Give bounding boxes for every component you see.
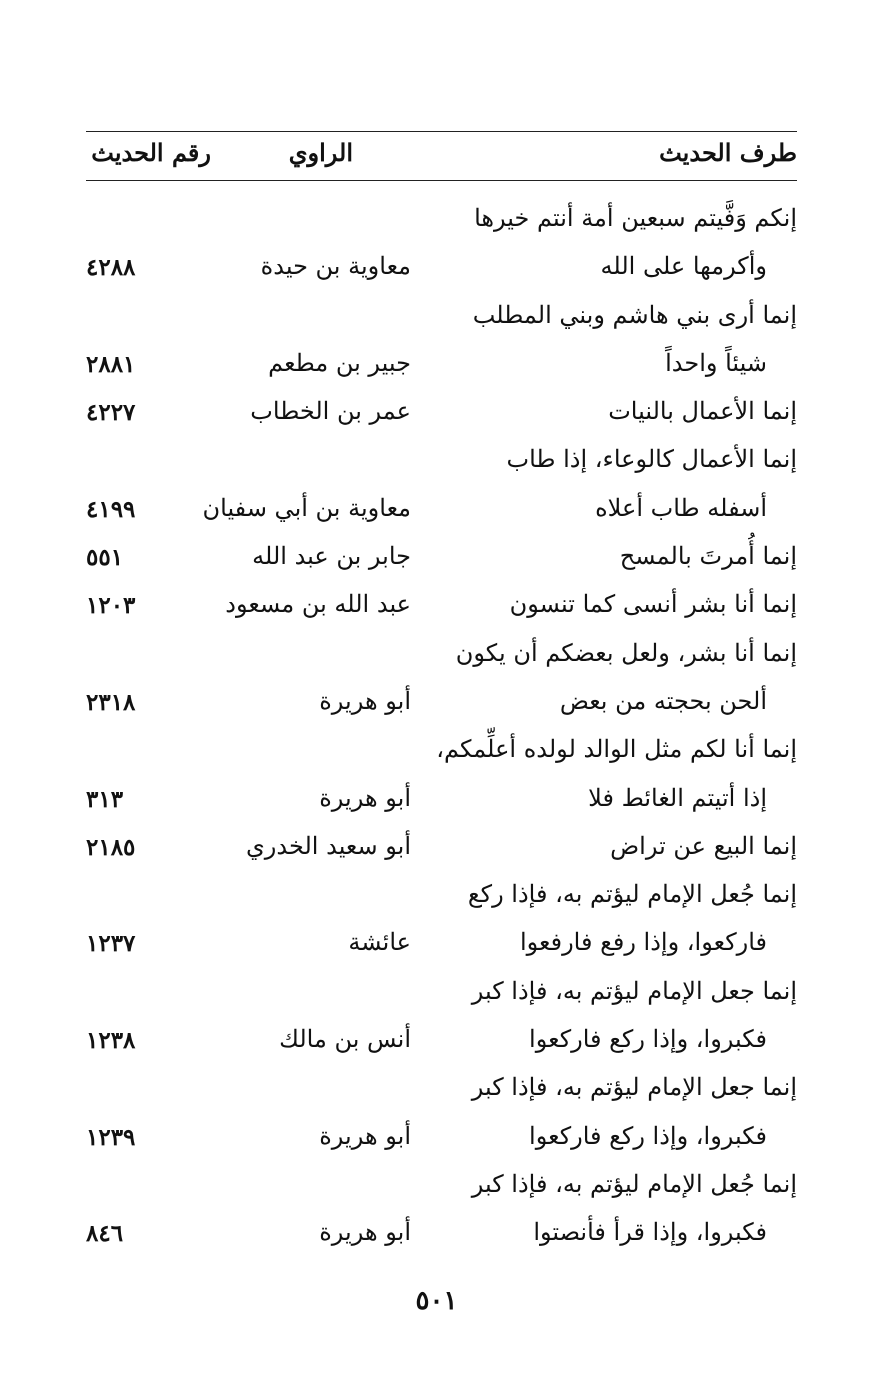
page-number: ٥٠١: [415, 1286, 458, 1316]
table-row: [0, 439, 873, 487]
table-row: [0, 681, 873, 729]
top-rule: [86, 131, 797, 132]
hadith-number: ٣١٣: [86, 785, 124, 813]
hadith-text: شيئاً واحداً: [665, 348, 767, 377]
table-row: [0, 246, 873, 294]
hadith-text: فكبروا، وإذا ركع فاركعوا: [529, 1121, 767, 1150]
hadith-text: إنما جعل الإمام ليؤتم به، فإذا كبر: [471, 1073, 797, 1102]
hadith-text: إنما أنا بشر أنسى كما تنسون: [509, 590, 797, 619]
hadith-text: إنما الأعمال كالوعاء، إذا طاب: [506, 445, 797, 474]
hadith-number: ٢٨٨١: [86, 350, 136, 378]
hadith-number: ١٢٠٣: [86, 592, 136, 620]
hadith-number: ١٢٣٩: [86, 1123, 136, 1151]
narrator: جبير بن مطعم: [268, 348, 411, 377]
table-row: [0, 1067, 873, 1115]
hadith-text: إذا أتيتم الغائط فلا: [588, 783, 767, 812]
table-row: [0, 488, 873, 536]
narrator: عبد الله بن مسعود: [225, 590, 411, 619]
hadith-text: فاركعوا، وإذا رفع فارفعوا: [519, 928, 767, 957]
narrator: أبو سعيد الخدري: [246, 831, 411, 860]
hadith-number: ٤١٩٩: [86, 495, 136, 523]
hadith-number: ١٢٣٨: [86, 1027, 136, 1055]
hadith-index-table: [0, 198, 873, 1261]
hadith-number: ٨٤٦: [86, 1220, 124, 1248]
header-narrator-column: الراوي: [288, 138, 353, 167]
hadith-text: إنما أرى بني هاشم وبني المطلب: [472, 300, 797, 329]
narrator: جابر بن عبد الله: [252, 542, 411, 571]
table-row: [0, 536, 873, 584]
narrator: أبو هريرة: [319, 783, 411, 812]
hadith-text: أسفله طاب أعلاه: [595, 493, 767, 522]
hadith-text: وأكرمها على الله: [600, 252, 767, 281]
hadith-text: إنكم وَفَّيتم سبعين أمة أنتم خيرها: [474, 204, 797, 232]
table-row: [0, 1019, 873, 1067]
hadith-number: ٥٥١: [86, 544, 124, 572]
narrator: أنس بن مالك: [279, 1025, 411, 1054]
table-row: [0, 633, 873, 681]
narrator: أبو هريرة: [319, 686, 411, 715]
hadith-text: ألحن بحجته من بعض: [559, 686, 767, 715]
hadith-number: ٢٣١٨: [86, 688, 136, 716]
hadith-number: ٢١٨٥: [86, 833, 136, 861]
table-row: [0, 584, 873, 632]
narrator: معاوية بن حيدة: [260, 252, 411, 281]
hadith-text: إنما جُعل الإمام ليؤتم به، فإذا ركع: [467, 880, 797, 909]
hadith-text: إنما جعل الإمام ليؤتم به، فإذا كبر: [471, 976, 797, 1005]
table-row: [0, 874, 873, 922]
table-row: [0, 391, 873, 439]
table-row: [0, 343, 873, 391]
hadith-text: إنما أُمرتَ بالمسح: [619, 542, 797, 571]
hadith-text: فكبروا، وإذا ركع فاركعوا: [529, 1025, 767, 1054]
hadith-text: إنما جُعل الإمام ليؤتم به، فإذا كبر: [471, 1169, 797, 1198]
header-hadith-column: طرف الحديث: [659, 138, 797, 167]
narrator: عمر بن الخطاب: [250, 397, 411, 426]
narrator: معاوية بن أبي سفيان: [202, 493, 411, 522]
header-rule: [86, 180, 797, 181]
hadith-text: إنما أنا لكم مثل الوالد لولده أعلِّمكم،: [436, 735, 797, 764]
table-row: [0, 198, 873, 246]
table-row: [0, 922, 873, 970]
hadith-number: ٤٢٢٧: [86, 399, 136, 427]
table-row: [0, 1116, 873, 1164]
hadith-text: إنما أنا بشر، ولعل بعضكم أن يكون: [455, 638, 797, 667]
table-row: [0, 826, 873, 874]
table-row: [0, 971, 873, 1019]
table-row: [0, 778, 873, 826]
narrator: أبو هريرة: [319, 1121, 411, 1150]
narrator: عائشة: [348, 928, 411, 957]
hadith-text: إنما البيع عن تراض: [610, 831, 797, 860]
header-number-column: رقم الحديث: [91, 138, 211, 167]
table-row: [0, 295, 873, 343]
hadith-text: فكبروا، وإذا قرأ فأنصتوا: [533, 1218, 767, 1247]
hadith-text: إنما الأعمال بالنيات: [608, 397, 797, 426]
hadith-number: ١٢٣٧: [86, 930, 136, 958]
table-row: [0, 1164, 873, 1212]
narrator: أبو هريرة: [319, 1218, 411, 1247]
hadith-number: ٤٢٨٨: [86, 254, 136, 282]
table-row: [0, 729, 873, 777]
table-row: [0, 1212, 873, 1260]
